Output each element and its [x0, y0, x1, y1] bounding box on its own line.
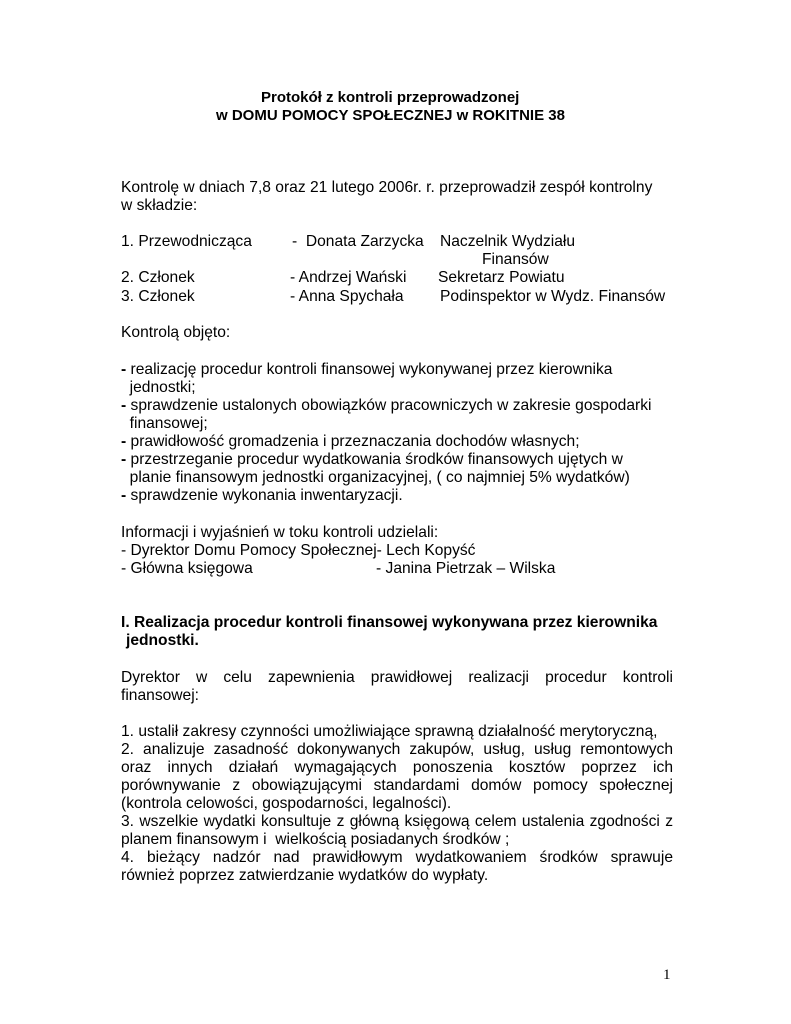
scope-item-text: realizację procedur kontroli finansowej wykonywanej przez kierownika: [126, 361, 613, 378]
point-2-line-1: 2. analizuje zasadność dokonywanych zakupów, usług, usług remontowych: [121, 741, 673, 758]
info-person-role: - Główna księgowa: [121, 560, 253, 577]
section-heading-line-2: jednostki.: [126, 632, 199, 649]
team-position-continued: Finansów: [482, 251, 549, 268]
info-person: - Dyrektor Domu Pomocy Społecznej- Lech Kopyść: [121, 542, 476, 559]
scope-item: [121, 361, 612, 379]
document-title-line-2: w DOMU POMOCY SPOŁECZNEJ w ROKITNIE 38: [216, 107, 565, 124]
point-4-line-2: również poprzez zatwierdzanie wydatków do wypłaty.: [121, 867, 489, 884]
scope-item: [121, 397, 651, 415]
team-name: - Donata Zarzycka: [292, 233, 424, 250]
bullet-dash: -: [121, 361, 127, 378]
bullet-dash: -: [121, 451, 127, 468]
team-position: Sekretarz Powiatu: [438, 269, 565, 286]
point-3-line-2: planem finansowym i wielkością posiadanych środków ;: [121, 831, 510, 848]
intro-line-1: Kontrolę w dniach 7,8 oraz 21 lutego 2006r. r. przeprowadził zespół kontrolny: [121, 179, 653, 196]
point-4-line-1: 4. bieżący nadzór nad prawidłowym wydatkowaniem środków sprawuje: [121, 849, 673, 866]
point-1: 1. ustalił zakresy czynności umożliwiające sprawną działalność merytoryczną,: [121, 723, 658, 740]
document-title-line-1: Protokół z kontroli przeprowadzonej: [261, 89, 520, 106]
scope-item-continued: planie finansowym jednostki organizacyjnej, ( co najmniej 5% wydatków): [121, 469, 630, 486]
scope-item-text: przestrzeganie procedur wydatkowania środków finansowych ujętych w: [126, 451, 623, 468]
scope-item: [121, 451, 623, 469]
section-intro-line-2: finansowej:: [121, 687, 200, 704]
bullet-dash: -: [121, 397, 127, 414]
bullet-dash: -: [121, 433, 127, 450]
team-position: Podinspektor w Wydz. Finansów: [440, 288, 666, 305]
bullet-dash: -: [121, 487, 127, 504]
team-role: 3. Członek: [121, 288, 195, 305]
point-2-line-2: oraz innych działań wymagających ponoszenia kosztów poprzez ich: [121, 759, 673, 776]
point-3-line-1: 3. wszelkie wydatki konsultuje z główną księgową celem ustalenia zgodności z: [121, 813, 673, 830]
section-intro-line-1: Dyrektor w celu zapewnienia prawidłowej realizacji procedur kontroli: [121, 669, 673, 686]
team-name: - Anna Spychała: [290, 288, 404, 305]
scope-item: [121, 487, 403, 505]
scope-heading: Kontrolą objęto:: [121, 324, 231, 341]
scope-item-text: prawidłowość gromadzenia i przeznaczania dochodów własnych;: [126, 433, 580, 450]
scope-item-text: sprawdzenie ustalonych obowiązków pracowniczych w zakresie gospodarki: [126, 397, 652, 414]
info-person-name: - Janina Pietrzak – Wilska: [376, 560, 556, 577]
point-2-line-3: porównywanie z obowiązującymi standardami domów pomocy społecznej: [121, 777, 673, 794]
scope-item-continued: finansowej;: [121, 415, 208, 432]
scope-item-text: sprawdzenie wykonania inwentaryzacji.: [126, 487, 403, 504]
point-2-line-4: (kontrola celowości, gospodarności, legalności).: [121, 795, 452, 812]
scope-item: [121, 433, 580, 451]
section-heading-line-1: I. Realizacja procedur kontroli finansowej wykonywana przez kierownika: [121, 614, 658, 631]
scope-item-continued: jednostki;: [121, 379, 196, 396]
team-name: - Andrzej Wański: [290, 269, 407, 286]
team-role: 1. Przewodnicząca: [121, 233, 252, 250]
team-role: 2. Członek: [121, 269, 195, 286]
team-position: Naczelnik Wydziału: [440, 233, 576, 250]
info-heading: Informacji i wyjaśnień w toku kontroli udzielali:: [121, 524, 439, 541]
page-number: 1: [663, 967, 671, 983]
intro-line-2: w składzie:: [121, 197, 198, 214]
